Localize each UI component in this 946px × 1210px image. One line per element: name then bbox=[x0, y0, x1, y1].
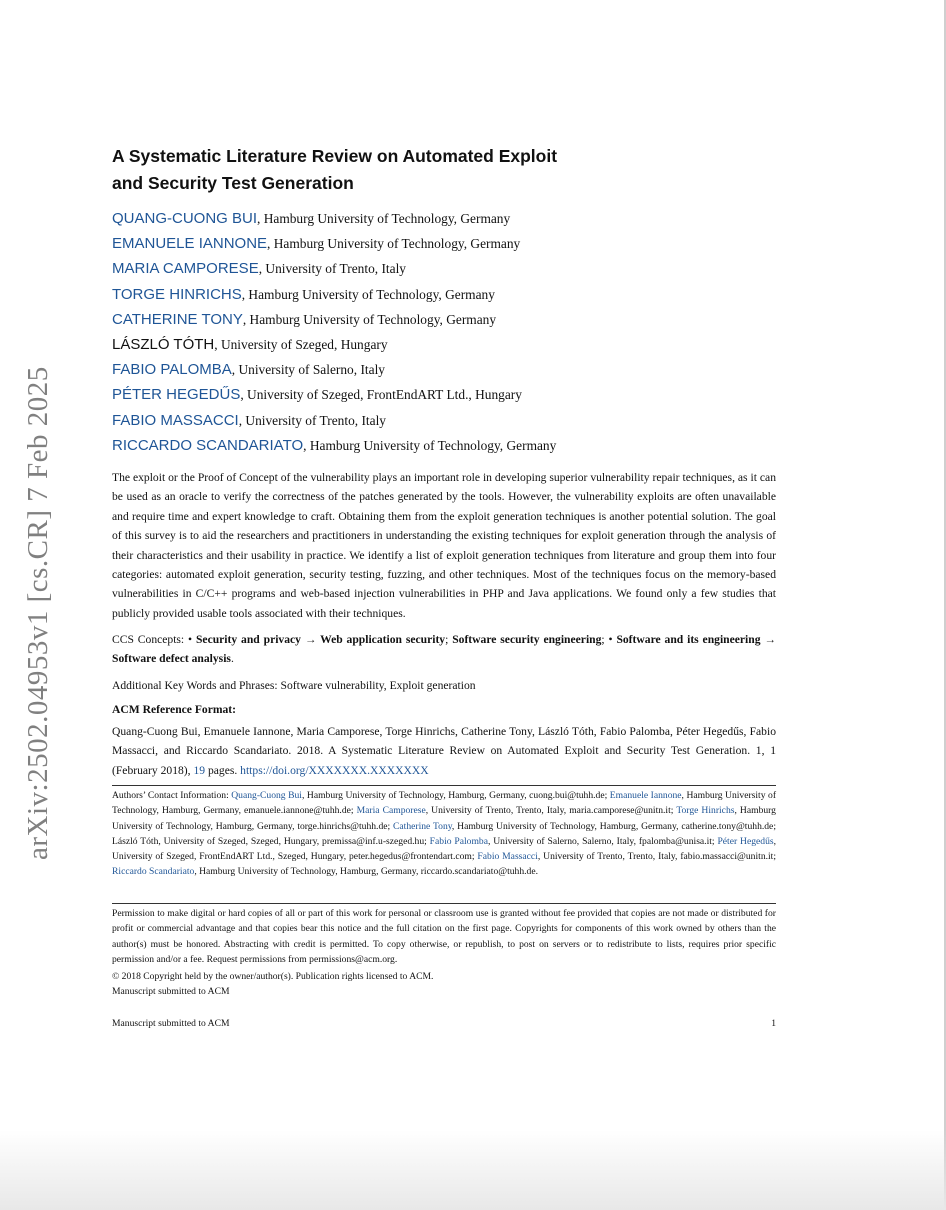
author-name-link[interactable]: FABIO PALOMBA bbox=[112, 361, 232, 379]
ccs-separator: ; • bbox=[601, 633, 617, 646]
author-name-link[interactable]: QUANG-CUONG BUI bbox=[112, 210, 258, 227]
contact-author-link[interactable]: Torge Hinrichs bbox=[676, 805, 735, 817]
ccs-arrow: → bbox=[300, 633, 321, 646]
ccs-prefix: CCS Concepts: • bbox=[112, 633, 196, 646]
contact-text: , Hamburg University of Technology, Hamburg, Germany, catherine.tony@tuhh.de; László Tóth, University of Szeged, Szeged, Hungary, premissa@inf.u-szeged.hu; bbox=[112, 820, 776, 847]
author-name-link[interactable]: FABIO MASSACCI bbox=[112, 411, 239, 429]
title-line-1: A Systematic Literature Review on Automated Exploit bbox=[112, 146, 558, 166]
author-name-link[interactable]: PÉTER HEGEDŰS bbox=[112, 386, 241, 404]
author-name-link[interactable]: RICCARDO SCANDARIATO bbox=[112, 436, 304, 454]
contact-text: , University of Trento, Trento, Italy, maria.camporese@unitn.it; bbox=[425, 805, 677, 817]
contact-author-link[interactable]: Maria Camporese bbox=[356, 805, 426, 817]
ccs-term: Web application security bbox=[320, 633, 446, 646]
contact-text: , University of Salerno, Salerno, Italy, fpalomba@unisa.it; bbox=[487, 835, 718, 847]
ccs-separator: ; bbox=[445, 633, 453, 646]
acm-reference-heading: ACM Reference Format: bbox=[112, 703, 237, 716]
author-affiliation: , Hamburg University of Technology, Germany bbox=[303, 437, 557, 453]
acm-reference-pages-suffix: pages. bbox=[205, 763, 241, 777]
author-name-link[interactable]: EMANUELE IANNONE bbox=[112, 235, 268, 253]
author-name-link[interactable]: MARIA CAMPORESE bbox=[112, 260, 259, 278]
ccs-term: Security and privacy bbox=[195, 633, 301, 646]
author-affiliation: , Hamburg University of Technology, Germany bbox=[242, 311, 497, 327]
author-affiliation: , University of Szeged, Hungary bbox=[214, 336, 388, 352]
submission-note: Manuscript submitted to ACM bbox=[112, 986, 230, 997]
author-affiliation: , University of Trento, Italy bbox=[258, 261, 406, 277]
ccs-concepts bbox=[112, 630, 776, 669]
author-affiliation: , Hamburg University of Technology, Germany bbox=[267, 236, 521, 252]
author-affiliation: , University of Salerno, Italy bbox=[231, 362, 385, 378]
doi-link[interactable]: https://doi.org/XXXXXXX.XXXXXXX bbox=[240, 763, 429, 777]
author-row bbox=[112, 410, 812, 435]
author-name: LÁSZLÓ TÓTH bbox=[112, 335, 215, 353]
contact-text: , University of Trento, Trento, Italy, fabio.massacci@unitn.it; bbox=[537, 851, 777, 863]
author-affiliation: , University of Trento, Italy bbox=[238, 412, 386, 428]
contact-author-link[interactable]: Fabio Massacci bbox=[477, 851, 538, 863]
author-affiliation: , Hamburg University of Technology, Germany bbox=[241, 286, 495, 302]
author-contact-information bbox=[112, 788, 776, 880]
author-row bbox=[112, 334, 812, 359]
author-row bbox=[112, 208, 812, 233]
ccs-term: Software security engineering bbox=[452, 633, 602, 646]
author-row bbox=[112, 258, 812, 283]
arxiv-identifier: arXiv:2502.04953v1 [cs.CR] 7 Feb 2025 bbox=[22, 366, 54, 860]
contact-text: Authors’ Contact Information: bbox=[112, 790, 232, 801]
contact-author-link[interactable]: Péter Hegedűs bbox=[717, 835, 774, 847]
contact-divider bbox=[112, 785, 776, 786]
contact-author-link[interactable]: Catherine Tony bbox=[393, 820, 452, 832]
ccs-arrow: → bbox=[760, 633, 776, 646]
title-line-2: and Security Test Generation bbox=[112, 173, 354, 193]
permission-notice: Permission to make digital or hard copies of all or part of this work for personal or classroom use is granted without fee provided that copies are not made or distributed for profit or commercial advantage and that copies bear this notice and the full citation on the first page. Copyrights for components of this work owned by others than the author(s) must be honored. Abstracting with credit is permitted. To copy otherwise, or republish, to post on servers or to redistribute to lists, requires prior specific permission and/or a fee. Request permissions from permissions@acm.org. bbox=[112, 908, 776, 965]
acm-reference-text: Quang-Cuong Bui, Emanuele Iannone, Maria Camporese, Torge Hinrichs, Catherine Tony, László Tóth, Fabio Palomba, Péter Hegedűs, Fabio Massacci, and Riccardo Scandariato. 2018. A Systematic Literature Review on Automated Exploit and Security Test Generation. 1, 1 (February 2018), bbox=[112, 725, 776, 777]
contact-author-link[interactable]: Quang-Cuong Bui bbox=[231, 790, 302, 801]
contact-text: , Hamburg University of Technology, Hamburg, Germany, cuong.bui@tuhh.de; bbox=[301, 790, 610, 801]
author-row bbox=[112, 309, 812, 334]
ccs-end: . bbox=[230, 652, 234, 666]
abstract: The exploit or the Proof of Concept of the vulnerability plays an important role in developing superior vulnerability repair techniques, as it can be used as an oracle to verify the correctness of the patches generated by the tools. However, the vulnerability exploits are often unavailable and require time and expert knowledge to craft. Obtaining them from the exploit generation techniques is another potential solution. The goal of this survey is to aid the researchers and practitioners in understanding the existing techniques for exploit generation through the analysis of their characteristics and their usability in practice. We identify a list of exploit generation techniques from literature and group them into four categories: automated exploit generation, security testing, fuzzing, and other techniques. Most of the techniques focus on the memory-based vulnerabilities in C/C++ programs and web-based injection vulnerabilities in PHP and Java applications. We found only a few studies that publicly provided usable tools associated with their techniques. bbox=[112, 471, 776, 620]
footer-venue: Manuscript submitted to ACM bbox=[112, 1018, 230, 1029]
contact-author-link[interactable]: Emanuele Iannone bbox=[609, 790, 682, 801]
page-number: 1 bbox=[771, 1018, 776, 1029]
bottom-shade bbox=[0, 1130, 946, 1210]
contact-text: , University of Szeged, FrontEndART Ltd., Szeged, Hungary, peter.hegedus@frontendart.com; bbox=[112, 835, 777, 863]
acm-reference bbox=[112, 722, 776, 780]
contact-author-link[interactable]: Riccardo Scandariato bbox=[112, 866, 195, 878]
contact-text: , Hamburg University of Technology, Hamburg, Germany, emanuele.iannone@tuhh.de; bbox=[112, 790, 777, 817]
ccs-term: Software defect analysis bbox=[112, 652, 231, 666]
author-name-link[interactable]: CATHERINE TONY bbox=[112, 310, 243, 328]
author-row bbox=[112, 284, 812, 309]
paper-title bbox=[112, 143, 612, 197]
ccs-term: Software and its engineering bbox=[616, 633, 761, 646]
author-row bbox=[112, 384, 812, 409]
author-row bbox=[112, 233, 812, 258]
author-row bbox=[112, 435, 812, 460]
author-affiliation: , Hamburg University of Technology, Germany bbox=[257, 211, 511, 226]
page-count-link[interactable]: 19 bbox=[193, 763, 206, 777]
copyright-notice: © 2018 Copyright held by the owner/author(s). Publication rights licensed to ACM. bbox=[112, 971, 434, 982]
author-row bbox=[112, 359, 812, 384]
author-affiliation: , University of Szeged, FrontEndART Ltd., Hungary bbox=[240, 387, 522, 403]
keywords: Additional Key Words and Phrases: Software vulnerability, Exploit generation bbox=[112, 679, 476, 692]
contact-author-link[interactable]: Fabio Palomba bbox=[429, 835, 488, 847]
permission-divider bbox=[112, 903, 776, 904]
contact-text: , Hamburg University of Technology, Hamburg, Germany, torge.hinrichs@tuhh.de; bbox=[112, 805, 776, 832]
author-name-link[interactable]: TORGE HINRICHS bbox=[112, 285, 242, 303]
contact-text: , Hamburg University of Technology, Hamburg, Germany, riccardo.scandariato@tuhh.de. bbox=[194, 866, 538, 878]
author-list bbox=[112, 208, 812, 460]
